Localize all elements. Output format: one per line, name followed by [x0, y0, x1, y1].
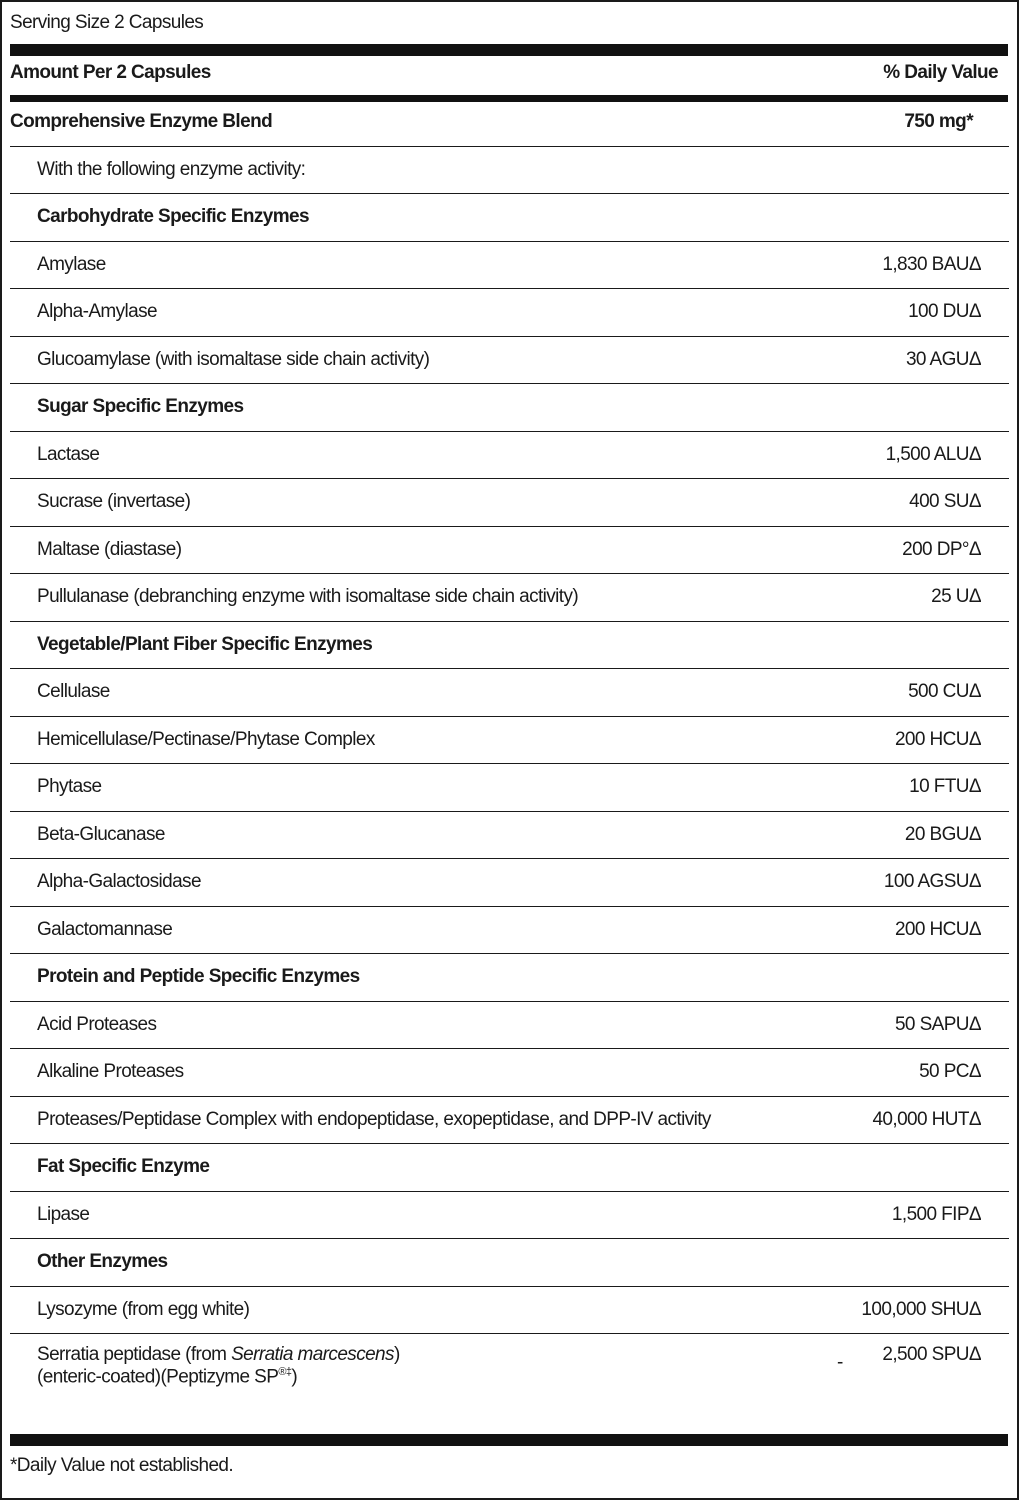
enzyme-name: Alpha-Amylase: [10, 289, 835, 337]
amount-per-header: Amount Per 2 Capsules: [10, 62, 211, 83]
enzyme-row: [10, 336, 1009, 384]
enzyme-row: [10, 289, 1009, 337]
enzyme-name: Lipase: [10, 1191, 835, 1239]
blend-row: [10, 99, 1009, 146]
name-line2: (enteric-coated)(Peptizyme SP: [37, 1366, 279, 1388]
intro-row: [10, 146, 1009, 194]
category-name: Other Enzymes: [10, 1239, 835, 1287]
enzyme-activity: 25 UΔ: [835, 574, 1009, 622]
enzyme-name: Maltase (diastase): [10, 526, 835, 574]
enzyme-name: Lysozyme (from egg white): [10, 1286, 835, 1334]
enzyme-row: [10, 764, 1009, 812]
enzyme-activity: 500 CUΔ: [835, 669, 1009, 717]
enzyme-name: Beta-Glucanase: [10, 811, 835, 859]
enzyme-row: [10, 1334, 1009, 1425]
trademark-mark: ®‡: [278, 1366, 292, 1378]
enzyme-activity: 400 SUΔ: [835, 479, 1009, 527]
enzyme-row: [10, 669, 1009, 717]
enzyme-name: Sucrase (invertase): [10, 479, 835, 527]
category-name: Fat Specific Enzyme: [10, 1144, 835, 1192]
enzyme-row: [10, 859, 1009, 907]
enzyme-activity: 100 AGSUΔ: [835, 859, 1009, 907]
enzyme-row: [10, 1096, 1009, 1144]
name-line2-end: ): [291, 1366, 298, 1388]
category-name: Vegetable/Plant Fiber Specific Enzymes: [10, 621, 835, 669]
enzyme-activity: 100 DUΔ: [835, 289, 1009, 337]
enzyme-activity: 200 DP°Δ: [835, 526, 1009, 574]
enzyme-activity: [835, 384, 1009, 432]
enzyme-activity: 1,500 ALUΔ: [835, 431, 1009, 479]
enzyme-activity: [835, 954, 1009, 1002]
category-row: [10, 194, 1009, 242]
enzyme-activity: 50 SAPUΔ: [835, 1001, 1009, 1049]
enzyme-activity: [835, 194, 1009, 242]
enzyme-activity: 30 AGUΔ: [835, 336, 1009, 384]
enzyme-row: [10, 526, 1009, 574]
enzyme-name: [10, 1334, 835, 1425]
enzyme-name: Pullulanase (debranching enzyme with isomaltase side chain activity): [10, 574, 835, 622]
blend-name: Comprehensive Enzyme Blend: [10, 99, 835, 146]
enzyme-row: [10, 574, 1009, 622]
facts-table: [10, 99, 1009, 1424]
daily-value-header: % Daily Value: [883, 62, 998, 83]
enzyme-activity: 10 FTUΔ: [835, 764, 1009, 812]
enzyme-row: [10, 811, 1009, 859]
enzyme-activity: 200 HCUΔ: [835, 906, 1009, 954]
thick-divider-bottom: [10, 1434, 1008, 1446]
enzyme-name: Alpha-Galactosidase: [10, 859, 835, 907]
enzyme-activity: 2,500 SPUΔ: [882, 1344, 981, 1365]
category-row: [10, 954, 1009, 1002]
enzyme-row: [10, 241, 1009, 289]
enzyme-activity: 40,000 HUTΔ: [835, 1096, 1009, 1144]
name-suffix: ): [393, 1344, 400, 1365]
enzyme-activity: 1,500 FIPΔ: [835, 1191, 1009, 1239]
enzyme-name: Phytase: [10, 764, 835, 812]
category-name: Sugar Specific Enzymes: [10, 384, 835, 432]
enzyme-activity: 1,830 BAUΔ: [835, 241, 1009, 289]
enzyme-activity: [835, 1144, 1009, 1192]
enzyme-activity: [835, 1239, 1009, 1287]
category-row: [10, 621, 1009, 669]
footnote: *Daily Value not established.: [10, 1455, 234, 1476]
intro-text: With the following enzyme activity:: [10, 146, 835, 194]
enzyme-name: Galactomannase: [10, 906, 835, 954]
enzyme-name: Proteases/Peptidase Complex with endopeptidase, exopeptidase, and DPP-IV activity: [10, 1096, 835, 1144]
blend-amount: 750 mg*: [835, 99, 1009, 146]
species-name: Serratia marcescens: [231, 1344, 394, 1365]
enzyme-name: Acid Proteases: [10, 1001, 835, 1049]
enzyme-row: [10, 1286, 1009, 1334]
enzyme-row: [10, 1001, 1009, 1049]
serving-size: Serving Size 2 Capsules: [10, 12, 204, 33]
enzyme-activity: 50 PCΔ: [835, 1049, 1009, 1097]
enzyme-activity: [835, 621, 1009, 669]
enzyme-row: [10, 906, 1009, 954]
dash-mark: -: [837, 1352, 843, 1373]
enzyme-name: Hemicellulase/Pectinase/Phytase Complex: [10, 716, 835, 764]
enzyme-activity: 20 BGUΔ: [835, 811, 1009, 859]
enzyme-activity: 200 HCUΔ: [835, 716, 1009, 764]
enzyme-row: [10, 716, 1009, 764]
enzyme-name: Cellulase: [10, 669, 835, 717]
category-name: Carbohydrate Specific Enzymes: [10, 194, 835, 242]
enzyme-name: Alkaline Proteases: [10, 1049, 835, 1097]
enzyme-row: [10, 1049, 1009, 1097]
enzyme-name: Amylase: [10, 241, 835, 289]
enzyme-row: [10, 431, 1009, 479]
category-row: [10, 384, 1009, 432]
thick-divider-top: [10, 44, 1008, 56]
enzyme-row: [10, 1191, 1009, 1239]
category-row: [10, 1144, 1009, 1192]
enzyme-row: [10, 479, 1009, 527]
column-header: [10, 62, 998, 84]
enzyme-name: Glucoamylase (with isomaltase side chain activity): [10, 336, 835, 384]
enzyme-name: Lactase: [10, 431, 835, 479]
enzyme-activity: 100,000 SHUΔ: [835, 1286, 1009, 1334]
category-row: [10, 1239, 1009, 1287]
category-name: Protein and Peptide Specific Enzymes: [10, 954, 835, 1002]
name-prefix: Serratia peptidase (from: [37, 1344, 232, 1365]
